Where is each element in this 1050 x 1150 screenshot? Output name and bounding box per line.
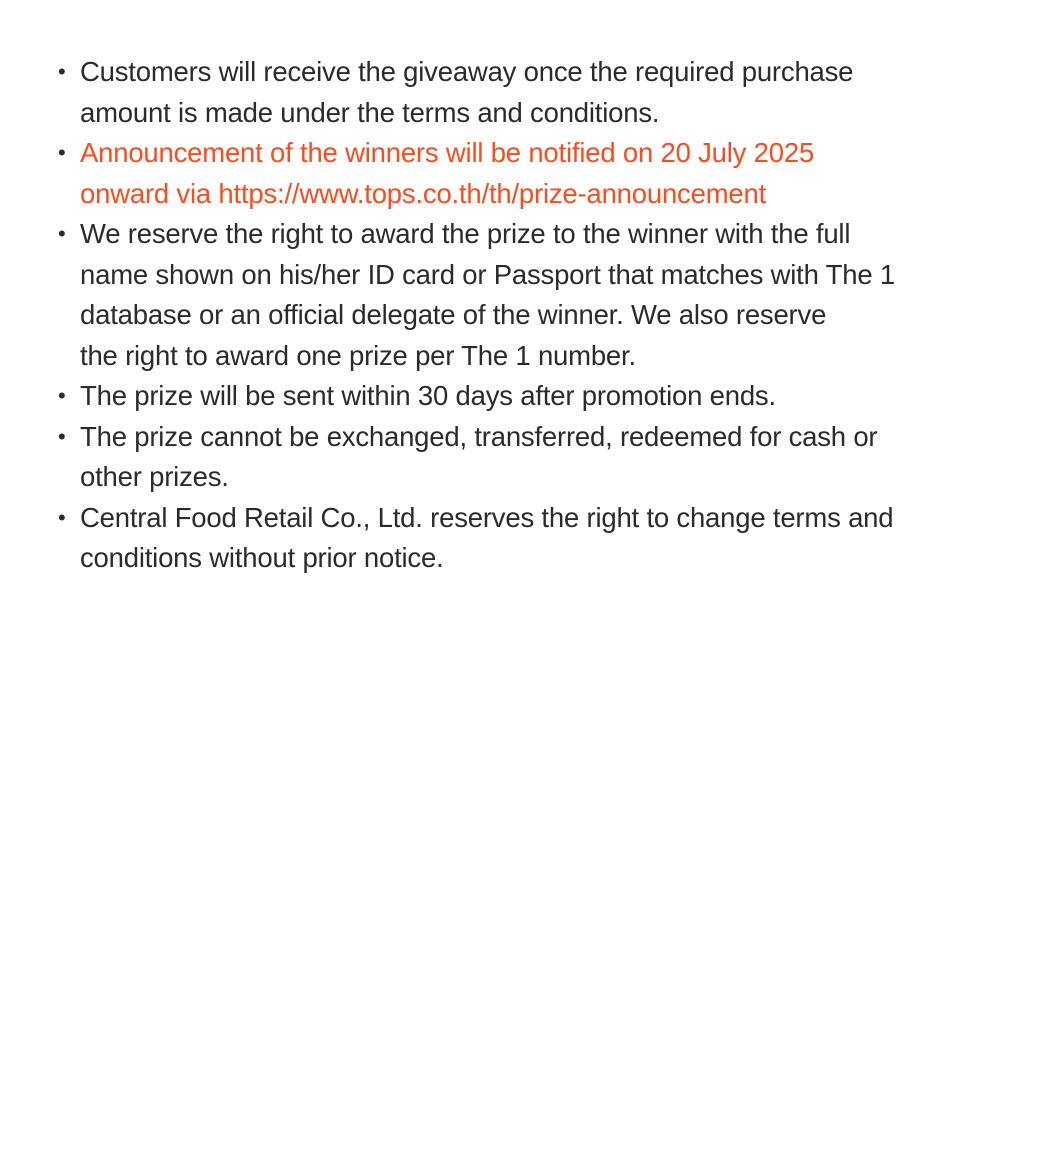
term-item-giveaway — [58, 52, 990, 133]
term-text-line: We reserve the right to award the prize to the winner with the full — [80, 218, 851, 249]
term-text-line: The prize will be sent within 30 days after promotion ends. — [80, 380, 776, 411]
term-text-line: other prizes. — [80, 461, 229, 492]
announcement-link-text[interactable]: onward via https://www.tops.co.th/th/prize-announcement — [80, 177, 767, 209]
bullet-icon: • — [58, 140, 66, 165]
term-item-change-rights — [58, 498, 990, 579]
term-item-award-rights — [58, 214, 990, 376]
term-item-prize-delivery — [58, 376, 990, 417]
term-text-line: amount is made under the terms and conditions. — [80, 96, 660, 128]
term-text-line: the right to award one prize per The 1 number. — [80, 339, 636, 371]
bullet-icon: • — [58, 221, 66, 246]
term-text-line: The prize cannot be exchanged, transferred, redeemed for cash or — [80, 420, 878, 452]
term-text-line: Customers will receive the giveaway once the required purchase — [80, 56, 854, 87]
term-text-line: database or an official delegate of the winner. We also reserve — [80, 299, 827, 330]
term-text-line: Central Food Retail Co., Ltd. reserves the right to change terms and — [80, 501, 894, 533]
bullet-icon: • — [58, 59, 66, 84]
bullet-icon: • — [58, 423, 66, 449]
bullet-icon: • — [58, 504, 66, 530]
bullet-icon: • — [58, 383, 66, 408]
term-text-line: Announcement of the winners will be notified on 20 July 2025 — [80, 137, 815, 168]
term-text-line: name shown on his/her ID card or Passport that matches with The 1 — [80, 258, 895, 290]
term-text-line: conditions without prior notice. — [80, 542, 444, 573]
term-item-no-exchange — [58, 417, 990, 498]
term-item-winner-announcement — [58, 133, 990, 214]
